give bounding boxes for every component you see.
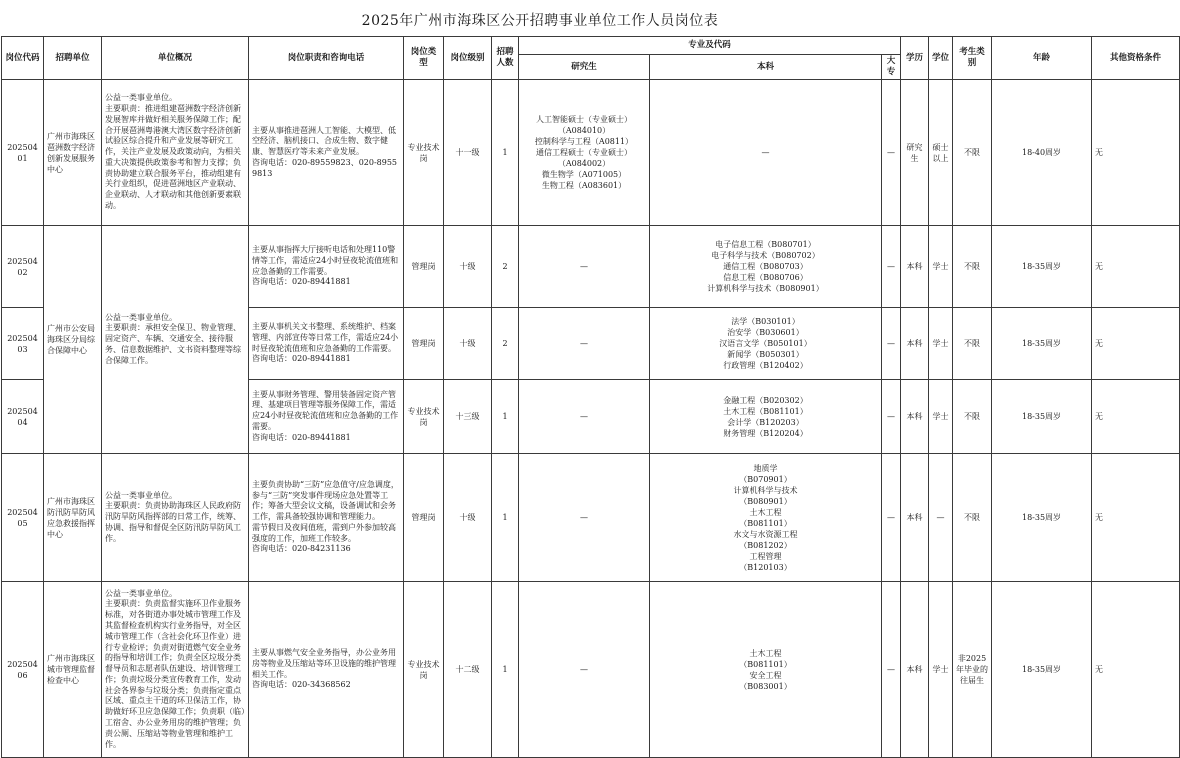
col-header-candidate: 考生类别 [953, 37, 992, 80]
post-code: 20250405 [2, 454, 44, 582]
other-conditions: 无 [1092, 454, 1180, 582]
col-header-duties: 岗位职责和咨询电话 [249, 37, 404, 80]
post-code: 20250404 [2, 380, 44, 454]
col-header-degree: 学位 [929, 37, 953, 80]
major-bachelor: 土木工程 （B081101） 安全工程 （B083001） [650, 582, 882, 758]
hire-count: 2 [492, 308, 519, 380]
major-bachelor: — [650, 80, 882, 226]
col-header-unit: 招聘单位 [44, 37, 102, 80]
table-row [2, 454, 1180, 582]
candidate-type: 不限 [953, 380, 992, 454]
col-header-other: 其他资格条件 [1092, 37, 1180, 80]
other-conditions: 无 [1092, 380, 1180, 454]
major-college: — [882, 226, 901, 308]
major-grad: — [519, 454, 650, 582]
post-level: 十二级 [444, 582, 492, 758]
col-header-college: 大专 [882, 55, 901, 80]
major-bachelor: 金融工程（B020302） 土木工程（B081101） 会计学（B120203） 财务管理（B120204） [650, 380, 882, 454]
candidate-type: 不限 [953, 80, 992, 226]
major-college: — [882, 80, 901, 226]
major-college: — [882, 380, 901, 454]
hiring-unit: 广州市海珠区城市管理监督检查中心 [44, 582, 102, 758]
post-type: 专业技术岗 [404, 80, 444, 226]
education: 研究生 [901, 80, 929, 226]
post-duties: 主要负责协助“三防”应急值守/应急调度，参与“三防”突发事件现场应急处置等工作；筹备大型会议文稿，设备调试和会务工作，需具备较强协调和管理能力。 需节假日及夜间值班，需到户外参加较高强度的工作，加班工作较多。 咨询电话：020-84231136 [249, 454, 404, 582]
post-duties: 主要从事燃气安全业务指导，办公业务用房等物业及压缩站等环卫设施的维护管理相关工作。 咨询电话：020-34368562 [249, 582, 404, 758]
candidate-type: 非2025年毕业的往届生 [953, 582, 992, 758]
table-row [2, 226, 1180, 308]
post-type: 专业技术岗 [404, 582, 444, 758]
post-type: 管理岗 [404, 226, 444, 308]
age-range: 18-35周岁 [992, 226, 1092, 308]
other-conditions: 无 [1092, 582, 1180, 758]
hire-count: 1 [492, 80, 519, 226]
major-grad: — [519, 308, 650, 380]
age-range: 18-35周岁 [992, 380, 1092, 454]
hiring-unit: 广州市公安局海珠区分局综合保障中心 [44, 226, 102, 454]
degree: 学士 [929, 226, 953, 308]
other-conditions: 无 [1092, 226, 1180, 308]
degree: 学士 [929, 380, 953, 454]
major-grad: 人工智能硕士（专业硕士） （A084010） 控制科学与工程（A0811） 通信工程硕士（专业硕士） （A084002） 微生物学（A071005） 生物工程（A083601） [519, 80, 650, 226]
education: 本科 [901, 582, 929, 758]
post-code: 20250403 [2, 308, 44, 380]
age-range: 18-40周岁 [992, 80, 1092, 226]
major-grad: — [519, 380, 650, 454]
age-range: 18-35周岁 [992, 582, 1092, 758]
unit-overview: 公益一类事业单位。 主要职责：负责监督实施环卫作业服务标准，对各街道办事处城市管理工作及其监督检查机构实行业务指导，对全区城市管理工作（含社会化环卫作业）进行专业检评；负责对街道燃气安全业务的指导和培训工作；负责全区垃圾分类督导员和志愿者队伍建设、培训管理工作；负责垃圾分类宣传教育工作，发动社会各界参与垃圾分类；负责指定重点区域、重点主干道的环卫保洁工作，协助做好环卫应急保障工作；负责职（临）工宿舍、办公业务用房的维护管理；负责公厕、压缩站等物业管理和维护工作。 [102, 582, 249, 758]
education: 本科 [901, 454, 929, 582]
col-header-level: 岗位级别 [444, 37, 492, 80]
post-code: 20250401 [2, 80, 44, 226]
col-header-edu: 学历 [901, 37, 929, 80]
post-code: 20250406 [2, 582, 44, 758]
hire-count: 2 [492, 226, 519, 308]
post-level: 十一级 [444, 80, 492, 226]
candidate-type: 不限 [953, 454, 992, 582]
degree: 学士 [929, 582, 953, 758]
col-header-code: 岗位代码 [2, 37, 44, 80]
page-title: 2025年广州市海珠区公开招聘事业单位工作人员岗位表 [361, 13, 719, 29]
major-grad: — [519, 226, 650, 308]
hire-count: 1 [492, 582, 519, 758]
col-header-age: 年龄 [992, 37, 1092, 80]
candidate-type: 不限 [953, 308, 992, 380]
candidate-type: 不限 [953, 226, 992, 308]
major-bachelor: 电子信息工程（B080701） 电子科学与技术（B080702） 通信工程（B080703） 信息工程（B080706） 计算机科学与技术（B080901） [650, 226, 882, 308]
post-duties: 主要从事指挥大厅接听电话和处理110警情等工作，需适应24小时昼夜轮流值班和应急备勤的工作需要。 咨询电话：020-89441881 [249, 226, 404, 308]
degree: 硕士以上 [929, 80, 953, 226]
hiring-unit: 广州市海珠区防汛防旱防风应急救援指挥中心 [44, 454, 102, 582]
post-type: 管理岗 [404, 308, 444, 380]
degree: — [929, 454, 953, 582]
major-college: — [882, 454, 901, 582]
age-range: 18-35周岁 [992, 308, 1092, 380]
post-level: 十级 [444, 454, 492, 582]
hire-count: 1 [492, 454, 519, 582]
education: 本科 [901, 380, 929, 454]
post-duties: 主要从事推进琶洲人工智能、大模型、低空经济、脑机接口、合成生物、数字健康、智慧医疗等未来产业发展。 咨询电话：020-89559823、020-89559813 [249, 80, 404, 226]
unit-overview: 公益一类事业单位。 主要职责：推进组建琶洲数字经济创新发展智库并做好相关服务保障工作；配合开展琶洲粤港澳大湾区数字经济创新试验区综合提升和产业发展等研究工作，关注产业发展及政策动向，为相关重大决策提供政策参考和智力支撑；负责协助建立联合服务平台，推动组建有关行业组织，促进琶洲地区产业联动、企业联动、人才联动和其他创新要素联动。 [102, 80, 249, 226]
other-conditions: 无 [1092, 308, 1180, 380]
hiring-unit: 广州市海珠区琶洲数字经济创新发展服务中心 [44, 80, 102, 226]
header-row-1 [2, 37, 1180, 55]
degree: 学士 [929, 308, 953, 380]
major-bachelor: 地质学 （B070901） 计算机科学与技术 （B080901） 土木工程 （B081101） 水文与水资源工程 （B081202） 工程管理 （B120103） [650, 454, 882, 582]
col-header-type: 岗位类型 [404, 37, 444, 80]
unit-overview: 公益一类事业单位。 主要职责：承担安全保卫、物业管理、固定资产、车辆、交通安全、接待服务、信息数据维护、文书资料整理等综合保障工作。 [102, 226, 249, 454]
hire-count: 1 [492, 380, 519, 454]
col-header-grad: 研究生 [519, 55, 650, 80]
post-duties: 主要从事机关文书整理、系统维护、档案管理、内部宣传等日常工作，需适应24小时昼夜轮流值班和应急备勤的工作需要。 咨询电话：020-89441881 [249, 308, 404, 380]
other-conditions: 无 [1092, 80, 1180, 226]
post-level: 十级 [444, 308, 492, 380]
col-header-count: 招聘人数 [492, 37, 519, 80]
table-row [2, 582, 1180, 758]
col-header-bachelor: 本科 [650, 55, 882, 80]
post-duties: 主要从事财务管理、警用装备固定资产管理、基建项目管理等服务保障工作，需适应24小时昼夜轮流值班和应急备勤的工作需要。 咨询电话：020-89441881 [249, 380, 404, 454]
major-grad: — [519, 582, 650, 758]
unit-overview: 公益一类事业单位。 主要职责：负责协助海珠区人民政府防汛防旱防风指挥部的日常工作，统筹、协调、指导和督促全区防汛防旱防风工作。 [102, 454, 249, 582]
major-college: — [882, 582, 901, 758]
position-table [1, 36, 1180, 758]
major-college: — [882, 308, 901, 380]
post-level: 十级 [444, 226, 492, 308]
age-range: 18-35周岁 [992, 454, 1092, 582]
col-header-overview: 单位概况 [102, 37, 249, 80]
col-header-major: 专业及代码 [519, 37, 901, 55]
education: 本科 [901, 226, 929, 308]
post-type: 管理岗 [404, 454, 444, 582]
major-bachelor: 法学（B030101） 治安学（B030601） 汉语言文学（B050101） 新闻学（B050301） 行政管理（B120402） [650, 308, 882, 380]
post-code: 20250402 [2, 226, 44, 308]
table-row [2, 80, 1180, 226]
post-level: 十三级 [444, 380, 492, 454]
education: 本科 [901, 308, 929, 380]
post-type: 专业技术岗 [404, 380, 444, 454]
